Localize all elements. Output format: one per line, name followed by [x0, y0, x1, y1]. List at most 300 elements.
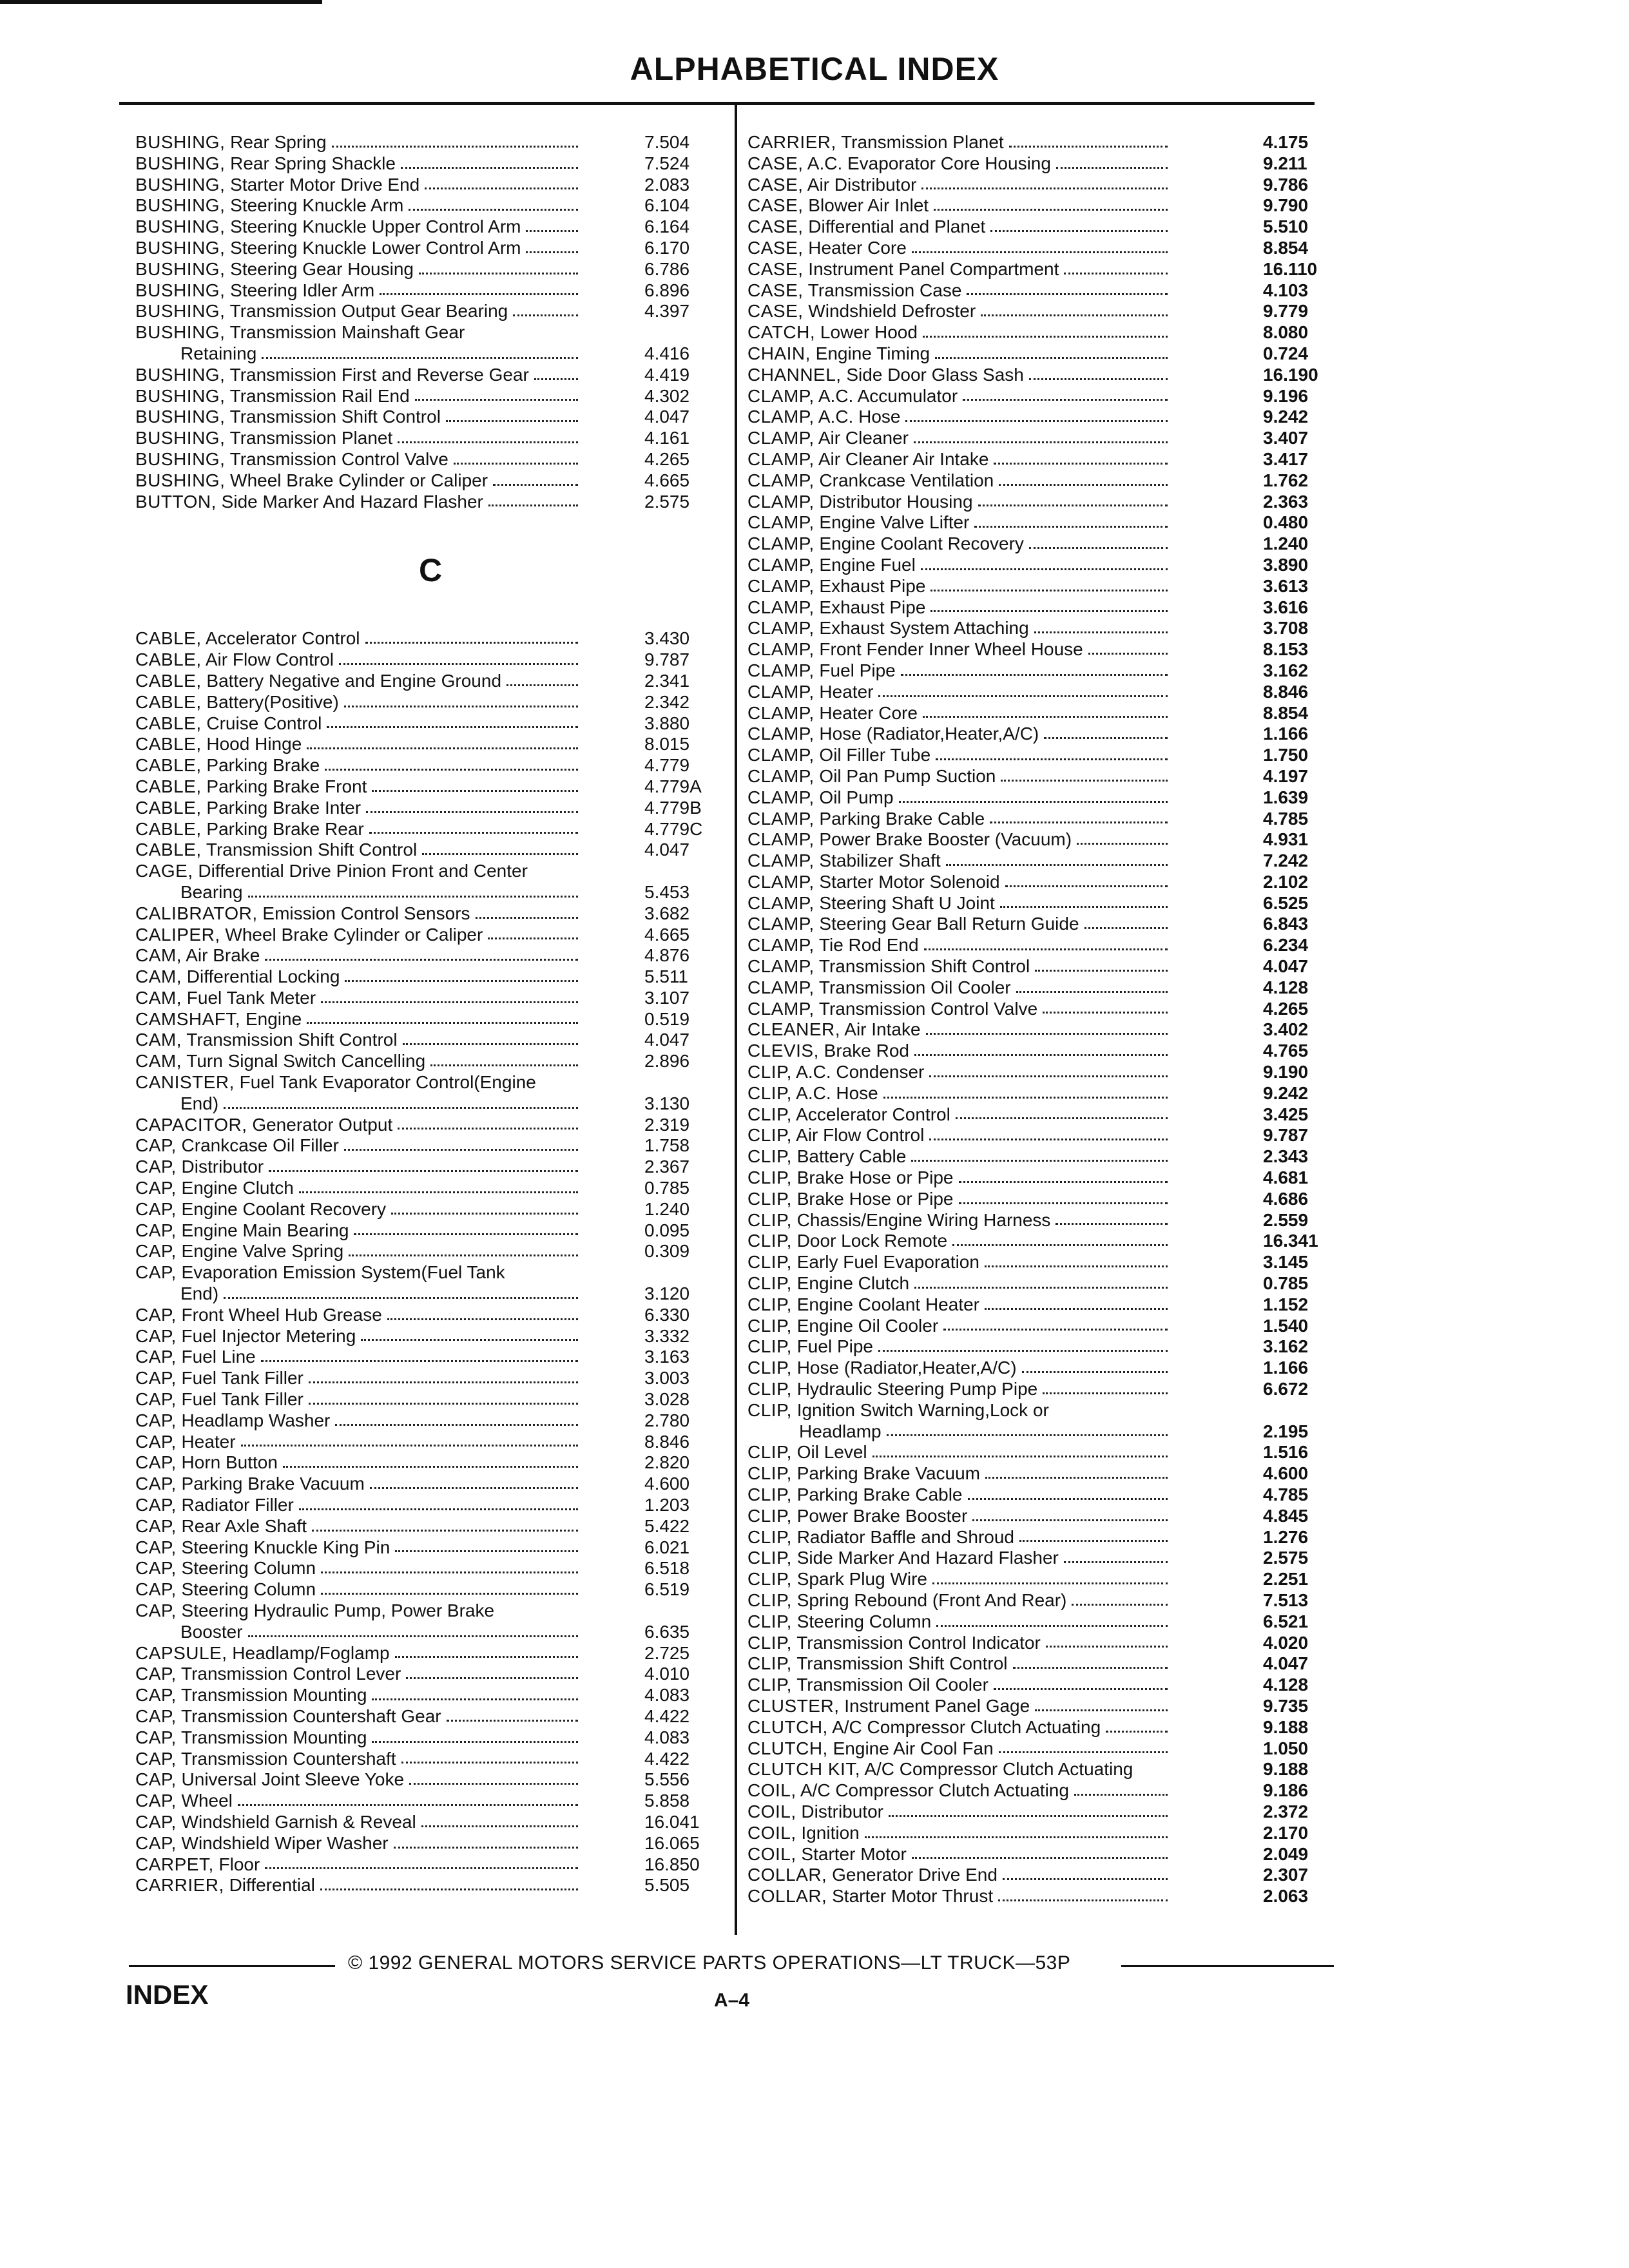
entry-description: A.C. Accumulator [814, 385, 958, 406]
entry-description: Transmission Shift Control [225, 407, 441, 427]
dot-leader [1035, 968, 1168, 972]
index-entry [747, 153, 1340, 175]
entry-label [135, 903, 583, 925]
entry-label [747, 1844, 1173, 1865]
entry-keyword: CLIP, [747, 1569, 792, 1590]
dot-leader [914, 1285, 1168, 1289]
entry-page-ref: 5.510 [1263, 216, 1309, 237]
dot-leader [901, 673, 1168, 676]
dot-leader [912, 250, 1168, 253]
entry-page-ref: 4.083 [644, 1727, 690, 1747]
entry-label [747, 1104, 1173, 1126]
entry-label [747, 766, 1173, 787]
dot-leader [224, 1296, 578, 1299]
entry-text [747, 533, 1024, 555]
entry-text [747, 1865, 998, 1886]
entry-keyword: CAP, [135, 1495, 177, 1515]
entry-page-ref: 0.785 [1263, 1273, 1309, 1294]
index-entry [747, 787, 1340, 809]
entry-text [747, 365, 1024, 386]
entry-page-ref: 4.681 [1263, 1168, 1309, 1188]
entry-description: Fuel Pipe [814, 660, 896, 680]
entry-label [135, 1812, 583, 1833]
entry-page-ref: 6.170 [644, 237, 690, 258]
entry-keyword: CLEANER, [747, 1019, 841, 1040]
entry-text [135, 755, 320, 776]
entry-text [135, 1072, 536, 1093]
entry-description: Turn Signal Switch Cancelling [182, 1051, 426, 1072]
dot-leader [1013, 1666, 1168, 1669]
entry-text [135, 1432, 236, 1453]
index-entry [747, 428, 1340, 449]
entry-description: Battery(Positive) [201, 691, 339, 712]
entry-keyword: COIL, [747, 1801, 796, 1821]
dot-leader [262, 356, 578, 359]
entry-label [135, 343, 583, 365]
entry-text [135, 1727, 367, 1749]
entry-label [135, 1495, 583, 1516]
entry-keyword: CLUTCH, [747, 1716, 828, 1737]
entry-page-ref: 4.265 [644, 448, 690, 469]
entry-text [747, 809, 985, 830]
index-entry [135, 840, 722, 861]
entry-text [747, 1759, 1133, 1780]
index-entry [135, 1516, 722, 1537]
entry-page-ref: 3.162 [1263, 660, 1309, 680]
dot-leader [1044, 736, 1168, 739]
entry-keyword: CLAMP, [747, 808, 815, 829]
dot-leader [430, 1063, 578, 1066]
entry-keyword: CLIP, [747, 1526, 792, 1547]
entry-description: Battery Negative and Engine Ground [201, 670, 502, 691]
entry-text [747, 766, 996, 787]
index-entry [747, 576, 1340, 597]
entry-description: Stabilizer Shaft [814, 850, 941, 871]
entry-text [135, 492, 483, 513]
entry-page-ref: 1.639 [1263, 787, 1309, 807]
entry-text [135, 798, 361, 819]
dot-leader [335, 1423, 578, 1426]
index-entry [747, 745, 1340, 766]
entry-page-ref: 5.505 [644, 1875, 690, 1896]
entry-label [747, 597, 1173, 619]
entry-page-ref: 4.665 [644, 470, 690, 490]
dot-leader [395, 1655, 578, 1658]
index-entry [135, 1600, 722, 1622]
entry-description: Transmission Planet [225, 428, 393, 448]
entry-keyword: BUSHING, [135, 301, 226, 322]
entry-label [747, 618, 1173, 639]
dot-leader [1001, 778, 1168, 782]
dot-leader [990, 229, 1168, 232]
entry-keyword: CLAMP, [747, 871, 815, 892]
entry-label [135, 1051, 583, 1072]
entry-text [747, 893, 995, 914]
entry-text [135, 1009, 302, 1030]
entry-label [747, 809, 1173, 830]
entry-label [747, 533, 1173, 555]
entry-text [135, 195, 403, 216]
dot-leader [398, 1126, 578, 1129]
entry-page-ref: 4.779B [644, 797, 702, 818]
index-entry [747, 850, 1340, 872]
entry-page-ref: 1.240 [1263, 533, 1309, 554]
entry-label [135, 840, 583, 861]
entry-text [135, 407, 441, 428]
dot-leader [269, 1169, 578, 1172]
dot-leader [248, 894, 578, 898]
entry-description: Power Brake Booster (Vacuum) [814, 829, 1072, 850]
index-entry [135, 671, 722, 692]
dot-leader [936, 757, 1168, 760]
entry-label [747, 1400, 1173, 1421]
index-entry [747, 660, 1340, 682]
dot-leader [372, 1740, 578, 1743]
entry-description: Steering Gear Ball Return Guide [814, 914, 1079, 934]
entry-text [747, 914, 1079, 935]
entry-description: A.C. Condenser [791, 1062, 925, 1082]
entry-text [747, 1358, 1017, 1379]
dot-leader [307, 746, 578, 749]
footer-rule-left [129, 1965, 335, 1967]
entry-text [747, 1823, 860, 1844]
entry-page-ref: 9.211 [1263, 153, 1307, 173]
dot-leader [1029, 377, 1168, 380]
entry-keyword: CLAMP, [747, 935, 815, 956]
entry-text [747, 1717, 1101, 1738]
dot-leader [406, 1676, 578, 1679]
index-entry [135, 819, 722, 840]
index-entry [747, 1696, 1340, 1717]
entry-text [747, 1083, 878, 1104]
entry-page-ref: 1.152 [1263, 1294, 1309, 1314]
index-entry [135, 216, 722, 238]
entry-page-ref: 4.128 [1263, 1675, 1309, 1695]
entry-text [747, 576, 925, 597]
entry-text [747, 1527, 1014, 1548]
entry-keyword: CAPACITOR, [135, 1114, 247, 1135]
entry-page-ref: 3.003 [644, 1368, 690, 1389]
entry-label [135, 216, 583, 238]
entry-description: Wheel Brake Cylinder or Caliper [225, 470, 488, 490]
entry-text [747, 407, 900, 428]
entry-description: Spring Rebound (Front And Rear) [791, 1590, 1067, 1610]
index-entry [135, 903, 722, 925]
entry-text [135, 903, 470, 925]
entry-text [747, 682, 873, 703]
entry-label [747, 1421, 1173, 1443]
entry-text [135, 1368, 304, 1389]
dot-leader [387, 1317, 578, 1320]
dot-leader [395, 1549, 578, 1552]
entry-description: Tie Rod End [814, 935, 919, 956]
entry-description: Oil Pump [814, 787, 894, 807]
entry-text [747, 555, 916, 576]
entry-label [135, 365, 583, 386]
entry-text [135, 671, 501, 692]
entry-page-ref: 9.242 [1263, 1082, 1309, 1103]
entry-text [135, 819, 364, 840]
entry-label [747, 1506, 1173, 1527]
entry-description: Rear Spring [225, 132, 327, 152]
index-entry [747, 1506, 1340, 1527]
entry-page-ref: 0.785 [644, 1178, 690, 1198]
entry-description: Headlamp Washer [176, 1410, 331, 1430]
entry-text [747, 1316, 938, 1337]
entry-text [747, 1485, 963, 1506]
index-entry [135, 755, 722, 776]
entry-page-ref: 4.785 [1263, 1485, 1309, 1504]
entry-text [747, 1019, 921, 1041]
entry-page-ref: 3.107 [644, 987, 690, 1008]
entry-page-ref: 5.511 [644, 966, 688, 987]
entry-keyword: BUSHING, [135, 407, 226, 427]
index-entry [135, 1368, 722, 1389]
entry-label [747, 1696, 1173, 1717]
copyright-line: © 1992 GENERAL MOTORS SERVICE PARTS OPERATIONS—LT TRUCK—53P [348, 1952, 1071, 1974]
index-entry [747, 682, 1340, 703]
entry-description: Heater Core [803, 237, 907, 258]
entry-page-ref: 3.162 [1263, 1336, 1309, 1357]
entry-keyword: BUSHING, [135, 428, 226, 448]
index-entry [135, 966, 722, 988]
entry-keyword: CLUSTER, [747, 1695, 840, 1716]
entry-label [135, 1389, 583, 1410]
index-entry [135, 1432, 722, 1453]
entry-keyword: CLAMP, [747, 745, 815, 765]
entry-description: Oil Level [791, 1442, 867, 1463]
entry-page-ref: 2.343 [1263, 1146, 1309, 1167]
entry-page-ref: 4.665 [644, 924, 690, 945]
entry-text [135, 1537, 390, 1559]
index-entry [747, 175, 1340, 196]
index-entry [135, 1030, 722, 1051]
entry-text [747, 850, 941, 872]
entry-description: Booster [180, 1621, 243, 1642]
index-entry [135, 1072, 722, 1093]
entry-text [747, 977, 1011, 999]
entry-text [747, 1273, 909, 1294]
entry-text [135, 322, 465, 343]
dot-leader [923, 715, 1168, 718]
entry-description: Brake Hose or Pipe [791, 1168, 954, 1188]
entry-label [135, 1432, 583, 1453]
entry-keyword: CARPET, [135, 1854, 214, 1874]
entry-text [747, 238, 907, 259]
entry-label [135, 1833, 583, 1854]
dot-leader [887, 1433, 1168, 1436]
entry-page-ref: 3.425 [1263, 1104, 1309, 1124]
entry-page-ref: 4.083 [644, 1685, 690, 1706]
dot-leader [365, 640, 579, 644]
index-entry [135, 365, 722, 386]
entry-label [135, 1199, 583, 1220]
entry-description: Windshield Wiper Washer [176, 1832, 389, 1853]
entry-page-ref: 3.028 [644, 1389, 690, 1410]
page-number: A–4 [714, 1990, 750, 2011]
entry-text [747, 1738, 994, 1760]
index-entry [135, 1389, 722, 1410]
dot-leader [534, 377, 578, 380]
entry-page-ref: 9.735 [1263, 1695, 1309, 1716]
entry-description: Emission Control Sensors [257, 903, 470, 923]
entry-keyword: CAP, [135, 1220, 177, 1240]
entry-text [135, 1283, 218, 1305]
entry-label [135, 1600, 583, 1622]
entry-keyword: CAP, [135, 1368, 177, 1389]
entry-text [135, 132, 327, 153]
dot-leader [312, 1528, 578, 1532]
entry-description: Rear Axle Shaft [176, 1515, 307, 1536]
entry-description: Fuel Injector Metering [176, 1325, 356, 1346]
index-entry [135, 1495, 722, 1516]
entry-description: A/C Compressor Clutch Actuating [860, 1759, 1133, 1780]
entry-keyword: CABLE, [135, 628, 202, 649]
entry-description: Parking Brake Front [201, 776, 367, 796]
entry-page-ref: 7.504 [644, 132, 690, 152]
entry-text [135, 1558, 316, 1579]
entry-description: End) [180, 1283, 219, 1304]
entry-page-ref: 4.197 [1263, 765, 1309, 786]
index-entry [747, 724, 1340, 745]
entry-page-ref: 3.708 [1263, 618, 1309, 639]
entry-text [747, 1548, 1059, 1569]
entry-label [135, 449, 583, 470]
entry-label [747, 1273, 1173, 1294]
entry-label [747, 1717, 1173, 1738]
entry-page-ref: 2.559 [1263, 1209, 1309, 1230]
entry-text [747, 428, 909, 449]
index-entry [747, 1104, 1340, 1126]
entry-keyword: CLAMP, [747, 533, 815, 554]
entry-text [135, 1685, 367, 1706]
entry-label [135, 1093, 583, 1115]
entry-label [747, 470, 1173, 492]
dot-leader [261, 1359, 578, 1362]
entry-label [135, 1326, 583, 1347]
entry-label [747, 1125, 1173, 1146]
entry-description: Bearing [180, 881, 243, 902]
entry-description: Transmission Control Indicator [791, 1632, 1041, 1653]
entry-description: Steering Column [176, 1558, 316, 1579]
entry-label [747, 935, 1173, 956]
entry-keyword: CLAMP, [747, 575, 815, 596]
entry-page-ref: 4.047 [1263, 1653, 1309, 1674]
dot-leader [956, 1116, 1168, 1119]
entry-text [747, 639, 1083, 660]
entry-text [747, 660, 896, 682]
entry-page-ref: 9.242 [1263, 407, 1309, 427]
entry-description: Engine Fuel [814, 554, 916, 575]
entry-description: Door Lock Remote [791, 1231, 948, 1251]
entry-description: Instrument Panel Compartment [803, 258, 1059, 279]
index-entry [135, 861, 722, 882]
index-entry [135, 1622, 722, 1643]
entry-description: Cruise Control [201, 713, 322, 733]
entry-page-ref: 4.686 [1263, 1188, 1309, 1209]
entry-page-ref: 1.750 [1263, 745, 1309, 765]
index-entry [747, 238, 1340, 259]
dot-leader [321, 1570, 578, 1573]
index-entry [747, 1442, 1340, 1463]
entry-label [135, 386, 583, 407]
entry-page-ref: 6.786 [644, 258, 690, 279]
entry-keyword: CALIPER, [135, 924, 220, 945]
entry-keyword: CAP, [135, 1791, 177, 1811]
entry-page-ref: 16.341 [1263, 1231, 1318, 1251]
dot-leader [1055, 1222, 1168, 1225]
dot-leader [506, 683, 578, 686]
entry-keyword: BUSHING, [135, 216, 226, 237]
entry-text [135, 386, 410, 407]
entry-label [747, 787, 1173, 809]
entry-label [135, 1135, 583, 1157]
entry-description: Steering Column [176, 1579, 316, 1600]
entry-keyword: BUSHING, [135, 174, 226, 195]
entry-keyword: CABLE, [135, 691, 202, 712]
entry-page-ref: 2.363 [1263, 491, 1309, 512]
index-entry [747, 1611, 1340, 1633]
entry-page-ref: 6.330 [644, 1304, 690, 1325]
index-entry [135, 301, 722, 322]
entry-text [135, 713, 322, 735]
entry-page-ref: 5.556 [644, 1769, 690, 1790]
entry-page-ref: 2.575 [1263, 1548, 1309, 1568]
entry-label [135, 153, 583, 175]
entry-page-ref: 8.846 [1263, 681, 1309, 702]
entry-text [135, 776, 367, 798]
entry-keyword: CLIP, [747, 1442, 792, 1463]
entry-label [135, 798, 583, 819]
top-edge-rule [0, 0, 322, 4]
index-entry [747, 1316, 1340, 1337]
entry-keyword: CLIP, [747, 1168, 792, 1188]
entry-text [747, 470, 994, 492]
entry-description: Engine Clutch [791, 1273, 910, 1294]
entry-description: Transmission Shift Control [814, 956, 1030, 977]
entry-label [135, 1769, 583, 1791]
entry-page-ref: 4.779 [644, 755, 690, 776]
entry-label [747, 1146, 1173, 1168]
entry-label [135, 1474, 583, 1495]
entry-description: Transmission Shift Control [791, 1653, 1008, 1674]
entry-description: A.C. Evaporator Core Housing [803, 153, 1051, 173]
entry-label [135, 428, 583, 449]
entry-page-ref: 4.175 [1263, 132, 1309, 152]
entry-keyword: CAP, [135, 1706, 177, 1726]
entry-label [747, 914, 1173, 935]
dot-leader [354, 1232, 578, 1235]
index-entry [135, 798, 722, 819]
index-entry [135, 492, 722, 513]
index-entry [135, 1537, 722, 1559]
entry-text [135, 1579, 316, 1600]
index-entry [135, 1347, 722, 1368]
entry-description: Fuel Tank Filler [176, 1389, 304, 1410]
dot-leader [526, 250, 578, 253]
column-divider [735, 102, 737, 1935]
entry-keyword: CLAMP, [747, 681, 815, 702]
entry-keyword: CHAIN, [747, 343, 811, 363]
entry-label [135, 1791, 583, 1812]
index-entry [747, 1400, 1340, 1421]
entry-description: Horn Button [176, 1452, 278, 1473]
entry-page-ref: 4.047 [644, 840, 690, 860]
entry-text [135, 1220, 349, 1242]
index-entry [747, 555, 1340, 576]
entry-label [135, 1410, 583, 1432]
entry-page-ref: 16.041 [644, 1811, 700, 1832]
